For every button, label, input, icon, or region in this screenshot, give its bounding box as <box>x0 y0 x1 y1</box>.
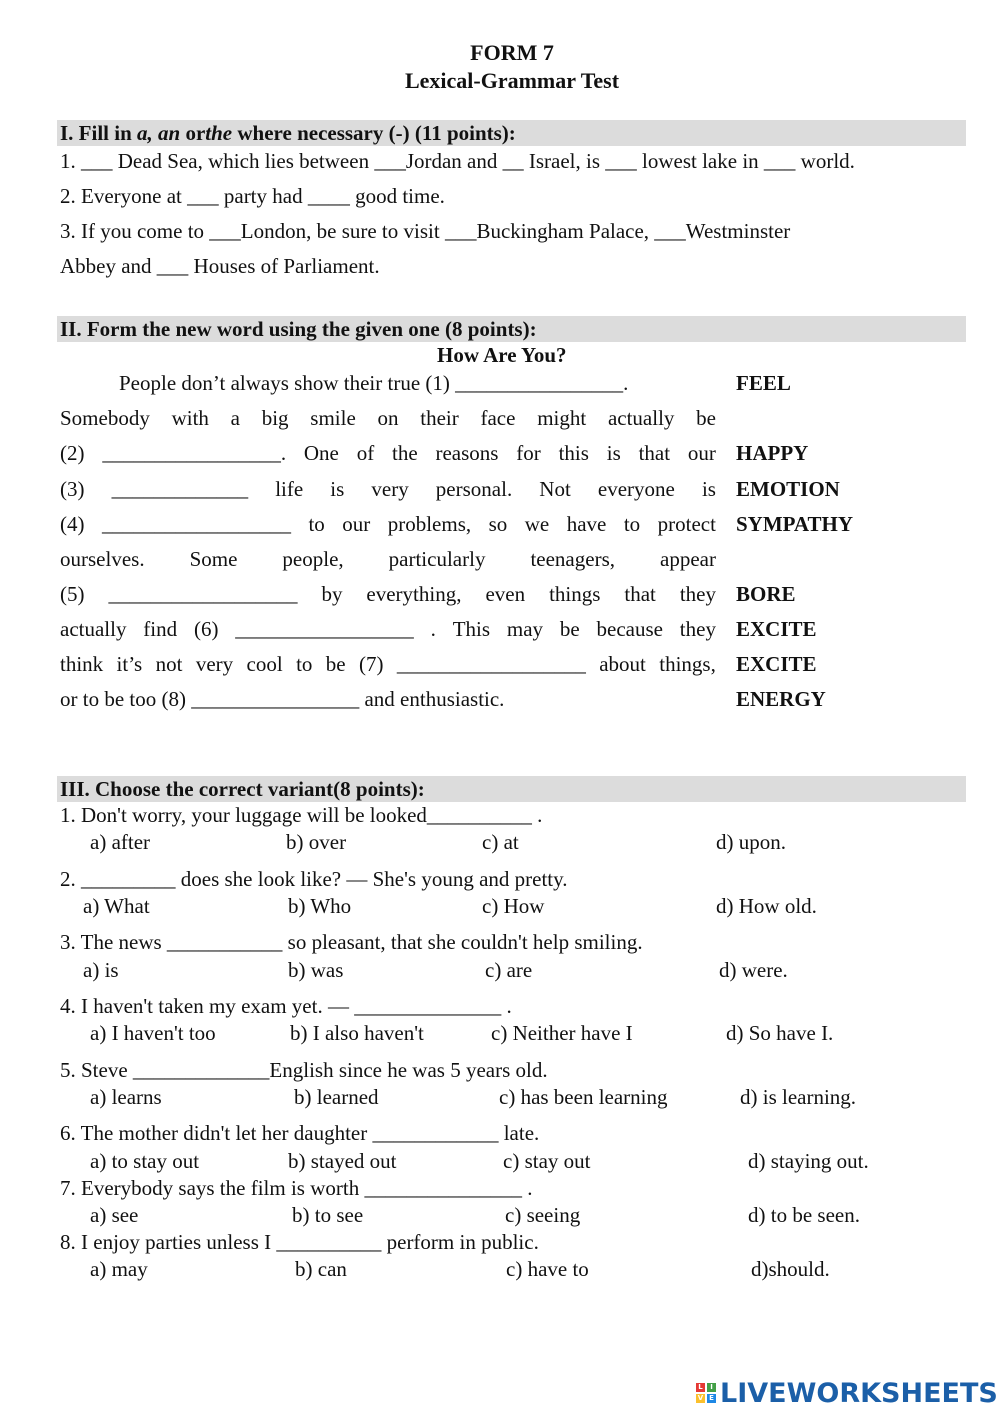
keyword-5: BORE <box>736 582 796 606</box>
q8-option-a: a) may <box>90 1257 148 1281</box>
logo-mark-icon <box>696 1383 716 1403</box>
story-line-2: Somebody with a big smile on their face might actually be <box>60 406 716 430</box>
keyword-3: EMOTION <box>736 477 840 501</box>
q1-option-b: b) over <box>286 830 347 854</box>
keyword-1: FEEL <box>736 371 791 395</box>
section-1-heading: I. Fill in a, an orthe where necessary (-) (11 points): <box>60 121 516 145</box>
q4-option-a: a) I haven't too <box>90 1021 216 1045</box>
q1-option-d: d) upon. <box>716 830 786 854</box>
question-2: 2. _________ does she look like? — She's young and pretty. <box>60 867 568 891</box>
q1-option-a: a) after <box>90 830 151 854</box>
q6-option-a: a) to stay out <box>90 1149 200 1173</box>
worksheet-subtitle: Lexical-Grammar Test <box>404 68 620 93</box>
story-line-10: or to be too (8) ________________ and enthusiastic. <box>60 687 505 711</box>
q4-option-d: d) So have I. <box>726 1021 834 1045</box>
q6-option-d: d) staying out. <box>748 1149 869 1173</box>
q3-option-b: b) was <box>288 958 344 982</box>
q8-option-d: d)should. <box>751 1257 830 1281</box>
story-title: How Are You? <box>437 343 567 367</box>
section-1-line-4: Abbey and ___ Houses of Parliament. <box>60 254 380 278</box>
q7-option-c: c) seeing <box>505 1203 581 1227</box>
story-line-5: (4) __________________ to our problems, so we have to protect <box>60 512 716 536</box>
question-5: 5. Steve _____________English since he was 5 years old. <box>60 1058 548 1082</box>
q5-option-a: a) learns <box>90 1085 162 1109</box>
story-line-3: (2) _________________. One of the reasons for this is that our <box>60 441 716 465</box>
q4-option-c: c) Neither have I <box>491 1021 633 1045</box>
q6-option-b: b) stayed out <box>288 1149 397 1173</box>
section-1-line-2: 2. Everyone at ___ party had ____ good time. <box>60 184 445 208</box>
q6-option-c: c) stay out <box>503 1149 591 1173</box>
question-8: 8. I enjoy parties unless I __________ perform in public. <box>60 1230 539 1254</box>
section-3-heading: III. Choose the correct variant(8 points): <box>60 777 425 801</box>
q5-option-d: d) is learning. <box>740 1085 857 1109</box>
logo-square-i: I <box>707 1383 716 1392</box>
story-line-9: think it’s not very cool to be (7) __________________ about things, <box>60 652 716 676</box>
q5-option-b: b) learned <box>294 1085 379 1109</box>
q8-option-c: c) have to <box>506 1257 589 1281</box>
story-line-4: (3) _____________ life is very personal. Not everyone is <box>60 477 716 501</box>
story-line-7: (5) __________________ by everything, even things that they <box>60 582 716 606</box>
keyword-4: SYMPATHY <box>736 512 854 536</box>
question-3: 3. The news ___________ so pleasant, that she couldn't help smiling. <box>60 930 643 954</box>
logo-square-e: E <box>707 1394 716 1403</box>
section-1-line-3: 3. If you come to ___London, be sure to visit ___Buckingham Palace, ___Westminster <box>60 219 791 243</box>
keyword-6: EXCITE <box>736 617 817 641</box>
q7-option-d: d) to be seen. <box>748 1203 860 1227</box>
q7-option-b: b) to see <box>292 1203 364 1227</box>
q3-option-d: d) were. <box>719 958 788 982</box>
q7-option-a: a) see <box>90 1203 139 1227</box>
question-7: 7. Everybody says the film is worth _______________ . <box>60 1176 533 1200</box>
section-2-heading: II. Form the new word using the given one (8 points): <box>60 317 537 341</box>
q2-option-d: d) How old. <box>716 894 817 918</box>
worksheet-form-title: FORM 7 <box>470 40 554 65</box>
q8-option-b: b) can <box>295 1257 347 1281</box>
question-4: 4. I haven't taken my exam yet. — ______________ . <box>60 994 512 1018</box>
q2-option-a: a) What <box>83 894 150 918</box>
q4-option-b: b) I also haven't <box>290 1021 424 1045</box>
question-6: 6. The mother didn't let her daughter ____________ late. <box>60 1121 540 1145</box>
story-line-8: actually find (6) _________________ . This may be because they <box>60 617 716 641</box>
q3-option-c: c) are <box>485 958 533 982</box>
q5-option-c: c) has been learning <box>499 1085 668 1109</box>
question-1: 1. Don't worry, your luggage will be looked__________ . <box>60 803 543 827</box>
q2-option-b: b) Who <box>288 894 352 918</box>
story-line-6: ourselves. Some people, particularly teenagers, appear <box>60 547 716 571</box>
logo-square-v: V <box>697 1394 704 1402</box>
q2-option-c: c) How <box>482 894 545 918</box>
story-line-1: People don’t always show their true (1) ________________. <box>119 371 629 395</box>
keyword-7: EXCITE <box>736 652 817 676</box>
q1-option-c: c) at <box>482 830 519 854</box>
liveworksheets-logo <box>696 1376 998 1410</box>
keyword-2: HAPPY <box>736 441 809 465</box>
keyword-8: ENERGY <box>736 687 826 711</box>
q3-option-a: a) is <box>83 958 119 982</box>
logo-square-l: L <box>696 1383 705 1392</box>
logo-text: LIVEWORKSHEETS <box>720 1377 998 1409</box>
section-1-line-1: 1. ___ Dead Sea, which lies between ___Jordan and __ Israel, is ___ lowest lake in ___ world. <box>60 149 855 173</box>
